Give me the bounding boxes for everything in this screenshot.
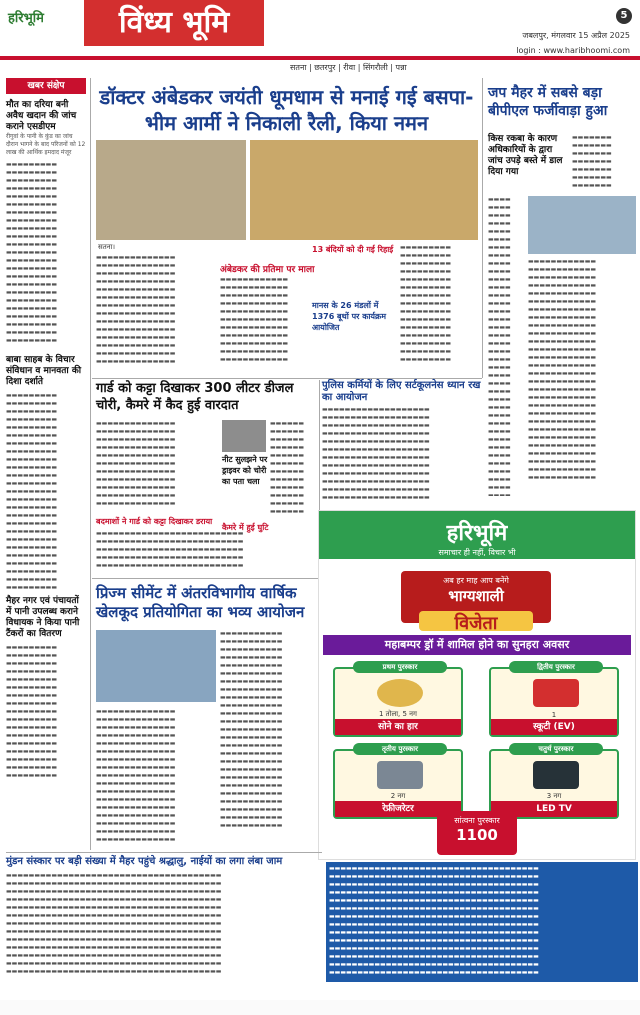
left-column-header: खबर संक्षेप — [6, 78, 86, 94]
crime-body: ▬▬▬▬▬▬▬▬▬▬▬▬▬▬▬▬▬▬▬▬▬▬▬▬▬▬ ▬▬▬▬▬▬▬▬▬▬▬▬▬▬▬▬▬▬▬▬▬▬▬▬▬▬ ▬▬▬▬▬▬▬▬▬▬▬▬▬▬▬▬▬▬▬▬▬▬▬▬▬▬ ▬▬▬▬▬▬▬▬▬▬▬▬▬▬▬▬▬▬▬▬▬▬▬▬▬▬ ▬▬▬▬▬▬▬▬▬▬▬▬▬▬▬▬▬▬▬▬▬▬▬▬▬▬ — [96, 530, 244, 569]
right-top-body: ▬▬▬▬ ▬▬▬▬ ▬▬▬▬ ▬▬▬▬ ▬▬▬▬ ▬▬▬▬ ▬▬▬▬ ▬▬▬▬ ▬▬▬▬ ▬▬▬▬ ▬▬▬▬ ▬▬▬▬ ▬▬▬▬ ▬▬▬▬ ▬▬▬▬ ▬▬▬▬ ▬▬▬▬ ▬▬▬▬ ▬▬▬▬ ▬▬▬▬ ▬▬▬▬ ▬▬▬▬ ▬▬▬▬ ▬▬▬▬ ▬▬▬▬ ▬▬▬▬ ▬▬▬▬ ▬▬▬▬ ▬▬▬▬ ▬▬▬▬ ▬▬▬▬ ▬▬▬▬ ▬▬▬▬ ▬▬▬▬ ▬▬▬▬ ▬▬▬▬ ▬▬▬▬ ▬▬▬▬ — [488, 196, 511, 496]
ad-draw-line: महाबम्पर ड्रॉ में शामिल होने का सुनहरा अवसर — [323, 635, 631, 655]
ad-banner-big: भाग्यशाली — [448, 587, 504, 605]
brand-logo: हरिभूमि — [8, 11, 44, 26]
lead-body: ▬▬▬▬▬▬▬▬▬▬▬▬▬▬ ▬▬▬▬▬▬▬▬▬▬▬▬▬▬ ▬▬▬▬▬▬▬▬▬▬▬▬▬▬ ▬▬▬▬▬▬▬▬▬▬▬▬▬▬ ▬▬▬▬▬▬▬▬▬▬▬▬▬▬ ▬▬▬▬▬▬▬▬▬▬▬▬▬▬ ▬▬▬▬▬▬▬▬▬▬▬▬▬▬ ▬▬▬▬▬▬▬▬▬▬▬▬▬▬ ▬▬▬▬▬▬▬▬▬▬▬▬▬▬ ▬▬▬▬▬▬▬▬▬▬▬▬▬▬ ▬▬▬▬▬▬▬▬▬▬▬▬▬▬ ▬▬▬▬▬▬▬▬▬▬▬▬▬▬ ▬▬▬▬▬▬▬▬▬▬▬▬▬▬ ▬▬▬▬▬▬▬▬▬▬▬▬▬▬ — [96, 254, 176, 365]
right-top-subhead: किस रकबा के कारण अधिकारियों के द्वारा जांच उपड़े बस्ते में डाल दिया गया — [488, 134, 563, 177]
ad-tagline: समाचार ही नहीं, विचार भी — [438, 548, 516, 557]
ad-brand: हरिभूमि — [446, 521, 508, 546]
police-body: ▬▬▬▬▬▬▬▬▬▬▬▬▬▬▬▬▬▬▬ ▬▬▬▬▬▬▬▬▬▬▬▬▬▬▬▬▬▬▬ ▬▬▬▬▬▬▬▬▬▬▬▬▬▬▬▬▬▬▬ ▬▬▬▬▬▬▬▬▬▬▬▬▬▬▬▬▬▬▬ ▬▬▬▬▬▬▬▬▬▬▬▬▬▬▬▬▬▬▬ ▬▬▬▬▬▬▬▬▬▬▬▬▬▬▬▬▬▬▬ ▬▬▬▬▬▬▬▬▬▬▬▬▬▬▬▬▬▬▬ ▬▬▬▬▬▬▬▬▬▬▬▬▬▬▬▬▬▬▬ ▬▬▬▬▬▬▬▬▬▬▬▬▬▬▬▬▬▬▬ ▬▬▬▬▬▬▬▬▬▬▬▬▬▬▬▬▬▬▬ ▬▬▬▬▬▬▬▬▬▬▬▬▬▬▬▬▬▬▬ ▬▬▬▬▬▬▬▬▬▬▬▬▬▬▬▬▬▬▬ — [322, 406, 430, 501]
left-column — [6, 96, 86, 784]
lead-headline[interactable]: डॉक्टर अंबेडकर जयंती धूमधाम से मनाई गई बसपा-भीम आर्मी ने निकाली रैली, किया नमन — [99, 85, 474, 135]
crime-photo — [222, 420, 266, 452]
consolation-label: सांत्वना पुरस्कार — [454, 816, 500, 825]
lead-subhead-2: 13 बंदियों को दी गई रिहाई — [312, 245, 394, 254]
bottom-headline[interactable]: मुंडन संस्कार पर बड़ी संख्या में मैहर पहुंचे श्रद्धालु, नाईयों का लगा लंबा जाम — [6, 856, 283, 867]
prize-qty: 1 तोला, 5 नग — [379, 710, 417, 718]
prize-rank: तृतीय पुरस्कार — [353, 743, 447, 755]
left-item-title: मैहर नगर एवं पंचायतों में पानी उपलब्ध कराने विधायक ने किया पानी टैंकरों का वितरण — [6, 596, 80, 639]
bottom-body: ▬▬▬▬▬▬▬▬▬▬▬▬▬▬▬▬▬▬▬▬▬▬▬▬▬▬▬▬▬▬▬▬▬▬▬▬▬▬ ▬▬▬▬▬▬▬▬▬▬▬▬▬▬▬▬▬▬▬▬▬▬▬▬▬▬▬▬▬▬▬▬▬▬▬▬▬▬ ▬▬▬▬▬▬▬▬▬▬▬▬▬▬▬▬▬▬▬▬▬▬▬▬▬▬▬▬▬▬▬▬▬▬▬▬▬▬ ▬▬▬▬▬▬▬▬▬▬▬▬▬▬▬▬▬▬▬▬▬▬▬▬▬▬▬▬▬▬▬▬▬▬▬▬▬▬ ▬▬▬▬▬▬▬▬▬▬▬▬▬▬▬▬▬▬▬▬▬▬▬▬▬▬▬▬▬▬▬▬▬▬▬▬▬▬ ▬▬▬▬▬▬▬▬▬▬▬▬▬▬▬▬▬▬▬▬▬▬▬▬▬▬▬▬▬▬▬▬▬▬▬▬▬▬ ▬▬▬▬▬▬▬▬▬▬▬▬▬▬▬▬▬▬▬▬▬▬▬▬▬▬▬▬▬▬▬▬▬▬▬▬▬▬ ▬▬▬▬▬▬▬▬▬▬▬▬▬▬▬▬▬▬▬▬▬▬▬▬▬▬▬▬▬▬▬▬▬▬▬▬▬▬ ▬▬▬▬▬▬▬▬▬▬▬▬▬▬▬▬▬▬▬▬▬▬▬▬▬▬▬▬▬▬▬▬▬▬▬▬▬▬ ▬▬▬▬▬▬▬▬▬▬▬▬▬▬▬▬▬▬▬▬▬▬▬▬▬▬▬▬▬▬▬▬▬▬▬▬▬▬ ▬▬▬▬▬▬▬▬▬▬▬▬▬▬▬▬▬▬▬▬▬▬▬▬▬▬▬▬▬▬▬▬▬▬▬▬▬▬ ▬▬▬▬▬▬▬▬▬▬▬▬▬▬▬▬▬▬▬▬▬▬▬▬▬▬▬▬▬▬▬▬▬▬▬▬▬▬ ▬▬▬▬▬▬▬▬▬▬▬▬▬▬▬▬▬▬▬▬▬▬▬▬▬▬▬▬▬▬▬▬▬▬▬▬▬▬ — [6, 872, 222, 975]
prize-name: स्कूटी (EV) — [491, 719, 617, 735]
refrigerator-icon — [377, 761, 423, 789]
scooter-icon — [533, 679, 579, 707]
masthead — [0, 0, 640, 56]
left-body-filler: ▬▬▬▬▬▬▬▬▬ ▬▬▬▬▬▬▬▬▬ ▬▬▬▬▬▬▬▬▬ ▬▬▬▬▬▬▬▬▬ ▬▬▬▬▬▬▬▬▬ ▬▬▬▬▬▬▬▬▬ ▬▬▬▬▬▬▬▬▬ ▬▬▬▬▬▬▬▬▬ ▬▬▬▬▬▬▬▬▬ ▬▬▬▬▬▬▬▬▬ ▬▬▬▬▬▬▬▬▬ ▬▬▬▬▬▬▬▬▬ ▬▬▬▬▬▬▬▬▬ ▬▬▬▬▬▬▬▬▬ ▬▬▬▬▬▬▬▬▬ ▬▬▬▬▬▬▬▬▬ ▬▬▬▬▬▬▬▬▬ ▬▬▬▬▬▬▬▬▬ ▬▬▬▬▬▬▬▬▬ ▬▬▬▬▬▬▬▬▬ ▬▬▬▬▬▬▬▬▬ ▬▬▬▬▬▬▬▬▬ ▬▬▬▬▬▬▬▬▬ — [6, 161, 58, 344]
ad-winner: विजेता — [454, 613, 498, 634]
crime-body: ▬▬▬▬▬▬▬▬▬▬▬▬▬▬ ▬▬▬▬▬▬▬▬▬▬▬▬▬▬ ▬▬▬▬▬▬▬▬▬▬▬▬▬▬ ▬▬▬▬▬▬▬▬▬▬▬▬▬▬ ▬▬▬▬▬▬▬▬▬▬▬▬▬▬ ▬▬▬▬▬▬▬▬▬▬▬▬▬▬ ▬▬▬▬▬▬▬▬▬▬▬▬▬▬ ▬▬▬▬▬▬▬▬▬▬▬▬▬▬ ▬▬▬▬▬▬▬▬▬▬▬▬▬▬ ▬▬▬▬▬▬▬▬▬▬▬▬▬▬ ▬▬▬▬▬▬▬▬▬▬▬▬▬▬ — [96, 420, 176, 507]
consolation-prize — [437, 811, 517, 855]
sports-headline[interactable]: प्रिज्म सीमेंट में अंतरविभागीय वार्षिक खेलकूद प्रतियोगिता का भव्य आयोजन — [96, 584, 305, 621]
prize-name: रेफ्रीजरेटर — [335, 801, 461, 817]
right-top-photo — [528, 196, 636, 254]
column-divider — [482, 78, 483, 378]
date-line: जबलपुर, मंगलवार 15 अप्रैल 2025 — [522, 31, 630, 40]
column-divider — [90, 78, 91, 850]
lead-body: ▬▬▬▬▬▬▬▬▬ ▬▬▬▬▬▬▬▬▬ ▬▬▬▬▬▬▬▬▬ ▬▬▬▬▬▬▬▬▬ ▬▬▬▬▬▬▬▬▬ ▬▬▬▬▬▬▬▬▬ ▬▬▬▬▬▬▬▬▬ ▬▬▬▬▬▬▬▬▬ ▬▬▬▬▬▬▬▬▬ ▬▬▬▬▬▬▬▬▬ ▬▬▬▬▬▬▬▬▬ ▬▬▬▬▬▬▬▬▬ ▬▬▬▬▬▬▬▬▬ ▬▬▬▬▬▬▬▬▬ ▬▬▬▬▬▬▬▬▬ — [400, 244, 452, 363]
advertisement[interactable] — [318, 510, 636, 860]
lead-photo-left — [96, 140, 246, 240]
sports-body: ▬▬▬▬▬▬▬▬▬▬▬ ▬▬▬▬▬▬▬▬▬▬▬ ▬▬▬▬▬▬▬▬▬▬▬ ▬▬▬▬▬▬▬▬▬▬▬ ▬▬▬▬▬▬▬▬▬▬▬ ▬▬▬▬▬▬▬▬▬▬▬ ▬▬▬▬▬▬▬▬▬▬▬ ▬▬▬▬▬▬▬▬▬▬▬ ▬▬▬▬▬▬▬▬▬▬▬ ▬▬▬▬▬▬▬▬▬▬▬ ▬▬▬▬▬▬▬▬▬▬▬ ▬▬▬▬▬▬▬▬▬▬▬ ▬▬▬▬▬▬▬▬▬▬▬ ▬▬▬▬▬▬▬▬▬▬▬ ▬▬▬▬▬▬▬▬▬▬▬ ▬▬▬▬▬▬▬▬▬▬▬ ▬▬▬▬▬▬▬▬▬▬▬ ▬▬▬▬▬▬▬▬▬▬▬ ▬▬▬▬▬▬▬▬▬▬▬ ▬▬▬▬▬▬▬▬▬▬▬ ▬▬▬▬▬▬▬▬▬▬▬ ▬▬▬▬▬▬▬▬▬▬▬ ▬▬▬▬▬▬▬▬▬▬▬ ▬▬▬▬▬▬▬▬▬▬▬ ▬▬▬▬▬▬▬▬▬▬▬ — [220, 630, 283, 829]
prize-card — [489, 663, 619, 737]
sports-photo — [96, 630, 216, 702]
right-top-headline[interactable]: जप मैहर में सबसे बड़ा बीपीएल फर्जीवाड़ा हुआ — [488, 85, 608, 119]
section-rule — [6, 852, 322, 853]
column-divider — [319, 380, 320, 510]
left-body-filler: ▬▬▬▬▬▬▬▬▬ ▬▬▬▬▬▬▬▬▬ ▬▬▬▬▬▬▬▬▬ ▬▬▬▬▬▬▬▬▬ ▬▬▬▬▬▬▬▬▬ ▬▬▬▬▬▬▬▬▬ ▬▬▬▬▬▬▬▬▬ ▬▬▬▬▬▬▬▬▬ ▬▬▬▬▬▬▬▬▬ ▬▬▬▬▬▬▬▬▬ ▬▬▬▬▬▬▬▬▬ ▬▬▬▬▬▬▬▬▬ ▬▬▬▬▬▬▬▬▬ ▬▬▬▬▬▬▬▬▬ ▬▬▬▬▬▬▬▬▬ ▬▬▬▬▬▬▬▬▬ ▬▬▬▬▬▬▬▬▬ — [6, 644, 58, 779]
page-title: विंध्य भूमि — [84, 0, 264, 46]
crime-subhead-2: कैमरे में हुई घुटि — [222, 523, 269, 532]
prize-rank: चतुर्थ पुरस्कार — [509, 743, 603, 755]
lead-subhead-1: अंबेडकर की प्रतिमा पर माला — [220, 265, 315, 275]
site-link[interactable]: login : www.haribhoomi.com — [516, 46, 630, 55]
prize-rank: प्रथम पुरस्कार — [353, 661, 447, 673]
tv-icon — [533, 761, 579, 789]
ad-winner-badge — [419, 611, 533, 634]
left-body-filler: ▬▬▬▬▬▬▬▬▬ ▬▬▬▬▬▬▬▬▬ ▬▬▬▬▬▬▬▬▬ ▬▬▬▬▬▬▬▬▬ ▬▬▬▬▬▬▬▬▬ ▬▬▬▬▬▬▬▬▬ ▬▬▬▬▬▬▬▬▬ ▬▬▬▬▬▬▬▬▬ ▬▬▬▬▬▬▬▬▬ ▬▬▬▬▬▬▬▬▬ ▬▬▬▬▬▬▬▬▬ ▬▬▬▬▬▬▬▬▬ ▬▬▬▬▬▬▬▬▬ ▬▬▬▬▬▬▬▬▬ ▬▬▬▬▬▬▬▬▬ ▬▬▬▬▬▬▬▬▬ ▬▬▬▬▬▬▬▬▬ ▬▬▬▬▬▬▬▬▬ ▬▬▬▬▬▬▬▬▬ ▬▬▬▬▬▬▬▬▬ ▬▬▬▬▬▬▬▬▬ ▬▬▬▬▬▬▬▬▬ ▬▬▬▬▬▬▬▬▬ ▬▬▬▬▬▬▬▬▬ ▬▬▬▬▬▬▬▬▬ — [6, 392, 58, 591]
photo-caption: सतना। — [98, 243, 116, 251]
sports-body: ▬▬▬▬▬▬▬▬▬▬▬▬▬▬ ▬▬▬▬▬▬▬▬▬▬▬▬▬▬ ▬▬▬▬▬▬▬▬▬▬▬▬▬▬ ▬▬▬▬▬▬▬▬▬▬▬▬▬▬ ▬▬▬▬▬▬▬▬▬▬▬▬▬▬ ▬▬▬▬▬▬▬▬▬▬▬▬▬▬ ▬▬▬▬▬▬▬▬▬▬▬▬▬▬ ▬▬▬▬▬▬▬▬▬▬▬▬▬▬ ▬▬▬▬▬▬▬▬▬▬▬▬▬▬ ▬▬▬▬▬▬▬▬▬▬▬▬▬▬ ▬▬▬▬▬▬▬▬▬▬▬▬▬▬ ▬▬▬▬▬▬▬▬▬▬▬▬▬▬ ▬▬▬▬▬▬▬▬▬▬▬▬▬▬ ▬▬▬▬▬▬▬▬▬▬▬▬▬▬ ▬▬▬▬▬▬▬▬▬▬▬▬▬▬ ▬▬▬▬▬▬▬▬▬▬▬▬▬▬ ▬▬▬▬▬▬▬▬▬▬▬▬▬▬ — [96, 708, 176, 843]
police-headline[interactable]: पुलिस कर्मियों के लिए सर्टकूलनेस ध्यान रख का आयोजन — [322, 380, 481, 403]
section-rule — [92, 578, 318, 579]
prize-qty: 1 — [551, 711, 557, 719]
prize-card — [333, 663, 463, 737]
left-item-body: रीगुवां के पानी के कुंड का जांच दौरान भागने के बाद परिजनों को 12 लाख की आर्थिक इमदाद मंजूर — [6, 133, 86, 156]
crime-subhead-1: बदमाशों ने गार्ड को कट्टा दिखाकर डराया — [96, 517, 213, 526]
prize-rank: द्वितीय पुरस्कार — [509, 661, 603, 673]
consolation-value: 1100 — [456, 826, 498, 844]
necklace-icon — [377, 679, 423, 707]
lead-photo-right — [250, 140, 478, 240]
footer-strip — [0, 1000, 640, 1015]
crime-sidebar: नीट सुलझने पर ड्राइवर को चोरी का पता चला — [222, 455, 268, 486]
ad-header — [319, 511, 635, 559]
prize-card — [333, 745, 463, 819]
ad-banner-small: अब हर माह आप बनेंगे — [443, 576, 509, 585]
section-rule — [92, 378, 482, 379]
prize-name: सोने का हार — [335, 719, 461, 735]
left-item-title: मौत का दरिया बनी अवैध खदान की जांच कराने एसडीएम — [6, 100, 77, 132]
prize-qty: 2 नग — [390, 792, 406, 800]
lead-body: ▬▬▬▬▬▬▬▬▬▬▬▬ ▬▬▬▬▬▬▬▬▬▬▬▬ ▬▬▬▬▬▬▬▬▬▬▬▬ ▬▬▬▬▬▬▬▬▬▬▬▬ ▬▬▬▬▬▬▬▬▬▬▬▬ ▬▬▬▬▬▬▬▬▬▬▬▬ ▬▬▬▬▬▬▬▬▬▬▬▬ ▬▬▬▬▬▬▬▬▬▬▬▬ ▬▬▬▬▬▬▬▬▬▬▬▬ ▬▬▬▬▬▬▬▬▬▬▬▬ ▬▬▬▬▬▬▬▬▬▬▬▬ — [220, 276, 289, 363]
ad-terms-box: ▬▬▬▬▬▬▬▬▬▬▬▬▬▬▬▬▬▬▬▬▬▬▬▬▬▬▬▬▬▬▬▬▬▬▬▬▬ ▬▬▬▬▬▬▬▬▬▬▬▬▬▬▬▬▬▬▬▬▬▬▬▬▬▬▬▬▬▬▬▬▬▬▬▬▬ ▬▬▬▬▬▬▬▬▬▬▬▬▬▬▬▬▬▬▬▬▬▬▬▬▬▬▬▬▬▬▬▬▬▬▬▬▬ ▬▬▬▬▬▬▬▬▬▬▬▬▬▬▬▬▬▬▬▬▬▬▬▬▬▬▬▬▬▬▬▬▬▬▬▬▬ ▬▬▬▬▬▬▬▬▬▬▬▬▬▬▬▬▬▬▬▬▬▬▬▬▬▬▬▬▬▬▬▬▬▬▬▬▬ ▬▬▬▬▬▬▬▬▬▬▬▬▬▬▬▬▬▬▬▬▬▬▬▬▬▬▬▬▬▬▬▬▬▬▬▬▬ ▬▬▬▬▬▬▬▬▬▬▬▬▬▬▬▬▬▬▬▬▬▬▬▬▬▬▬▬▬▬▬▬▬▬▬▬▬ ▬▬▬▬▬▬▬▬▬▬▬▬▬▬▬▬▬▬▬▬▬▬▬▬▬▬▬▬▬▬▬▬▬▬▬▬▬ ▬▬▬▬▬▬▬▬▬▬▬▬▬▬▬▬▬▬▬▬▬▬▬▬▬▬▬▬▬▬▬▬▬▬▬▬▬ ▬▬▬▬▬▬▬▬▬▬▬▬▬▬▬▬▬▬▬▬▬▬▬▬▬▬▬▬▬▬▬▬▬▬▬▬▬ ▬▬▬▬▬▬▬▬▬▬▬▬▬▬▬▬▬▬▬▬▬▬▬▬▬▬▬▬▬▬▬▬▬▬▬▬▬ ▬▬▬▬▬▬▬▬▬▬▬▬▬▬▬▬▬▬▬▬▬▬▬▬▬▬▬▬▬▬▬▬▬▬▬▬▬ ▬▬▬▬▬▬▬▬▬▬▬▬▬▬▬▬▬▬▬▬▬▬▬▬▬▬▬▬▬▬▬▬▬▬▬▬▬ ▬▬▬▬▬▬▬▬▬▬▬▬▬▬▬▬▬▬▬▬▬▬▬▬▬▬▬▬▬▬▬▬▬▬▬▬▬ — [326, 862, 638, 982]
prize-card — [489, 745, 619, 819]
edition-list: सतना | छतरपुर | रीवा | सिंगरौली | पन्ना — [290, 63, 407, 72]
crime-headline[interactable]: गार्ड को कट्टा दिखाकर 300 लीटर डीजल चोरी, कैमरे में कैद हुई वारदात — [96, 381, 294, 413]
left-item-title: बाबा साहब के विचार संविधान व मानवता की दिशा दर्शाते — [6, 355, 82, 387]
lead-subhead-3: मानस के 26 मंडलों में 1376 बूथों पर कार्यक्रम आयोजित — [312, 301, 386, 332]
page-number: 5 — [616, 8, 632, 24]
header-rule — [0, 56, 640, 60]
crime-body: ▬▬▬▬▬▬ ▬▬▬▬▬▬ ▬▬▬▬▬▬ ▬▬▬▬▬▬ ▬▬▬▬▬▬ ▬▬▬▬▬▬ ▬▬▬▬▬▬ ▬▬▬▬▬▬ ▬▬▬▬▬▬ ▬▬▬▬▬▬ ▬▬▬▬▬▬ ▬▬▬▬▬▬ — [270, 420, 305, 515]
prize-qty: 3 नग — [546, 792, 562, 800]
right-top-body: ▬▬▬▬▬▬▬ ▬▬▬▬▬▬▬ ▬▬▬▬▬▬▬ ▬▬▬▬▬▬▬ ▬▬▬▬▬▬▬ ▬▬▬▬▬▬▬ ▬▬▬▬▬▬▬ — [572, 134, 612, 189]
right-top-body: ▬▬▬▬▬▬▬▬▬▬▬▬ ▬▬▬▬▬▬▬▬▬▬▬▬ ▬▬▬▬▬▬▬▬▬▬▬▬ ▬▬▬▬▬▬▬▬▬▬▬▬ ▬▬▬▬▬▬▬▬▬▬▬▬ ▬▬▬▬▬▬▬▬▬▬▬▬ ▬▬▬▬▬▬▬▬▬▬▬▬ ▬▬▬▬▬▬▬▬▬▬▬▬ ▬▬▬▬▬▬▬▬▬▬▬▬ ▬▬▬▬▬▬▬▬▬▬▬▬ ▬▬▬▬▬▬▬▬▬▬▬▬ ▬▬▬▬▬▬▬▬▬▬▬▬ ▬▬▬▬▬▬▬▬▬▬▬▬ ▬▬▬▬▬▬▬▬▬▬▬▬ ▬▬▬▬▬▬▬▬▬▬▬▬ ▬▬▬▬▬▬▬▬▬▬▬▬ ▬▬▬▬▬▬▬▬▬▬▬▬ ▬▬▬▬▬▬▬▬▬▬▬▬ ▬▬▬▬▬▬▬▬▬▬▬▬ ▬▬▬▬▬▬▬▬▬▬▬▬ ▬▬▬▬▬▬▬▬▬▬▬▬ ▬▬▬▬▬▬▬▬▬▬▬▬ ▬▬▬▬▬▬▬▬▬▬▬▬ ▬▬▬▬▬▬▬▬▬▬▬▬ ▬▬▬▬▬▬▬▬▬▬▬▬ ▬▬▬▬▬▬▬▬▬▬▬▬ ▬▬▬▬▬▬▬▬▬▬▬▬ ▬▬▬▬▬▬▬▬▬▬▬▬ — [528, 258, 597, 481]
prize-name: LED TV — [491, 801, 617, 817]
